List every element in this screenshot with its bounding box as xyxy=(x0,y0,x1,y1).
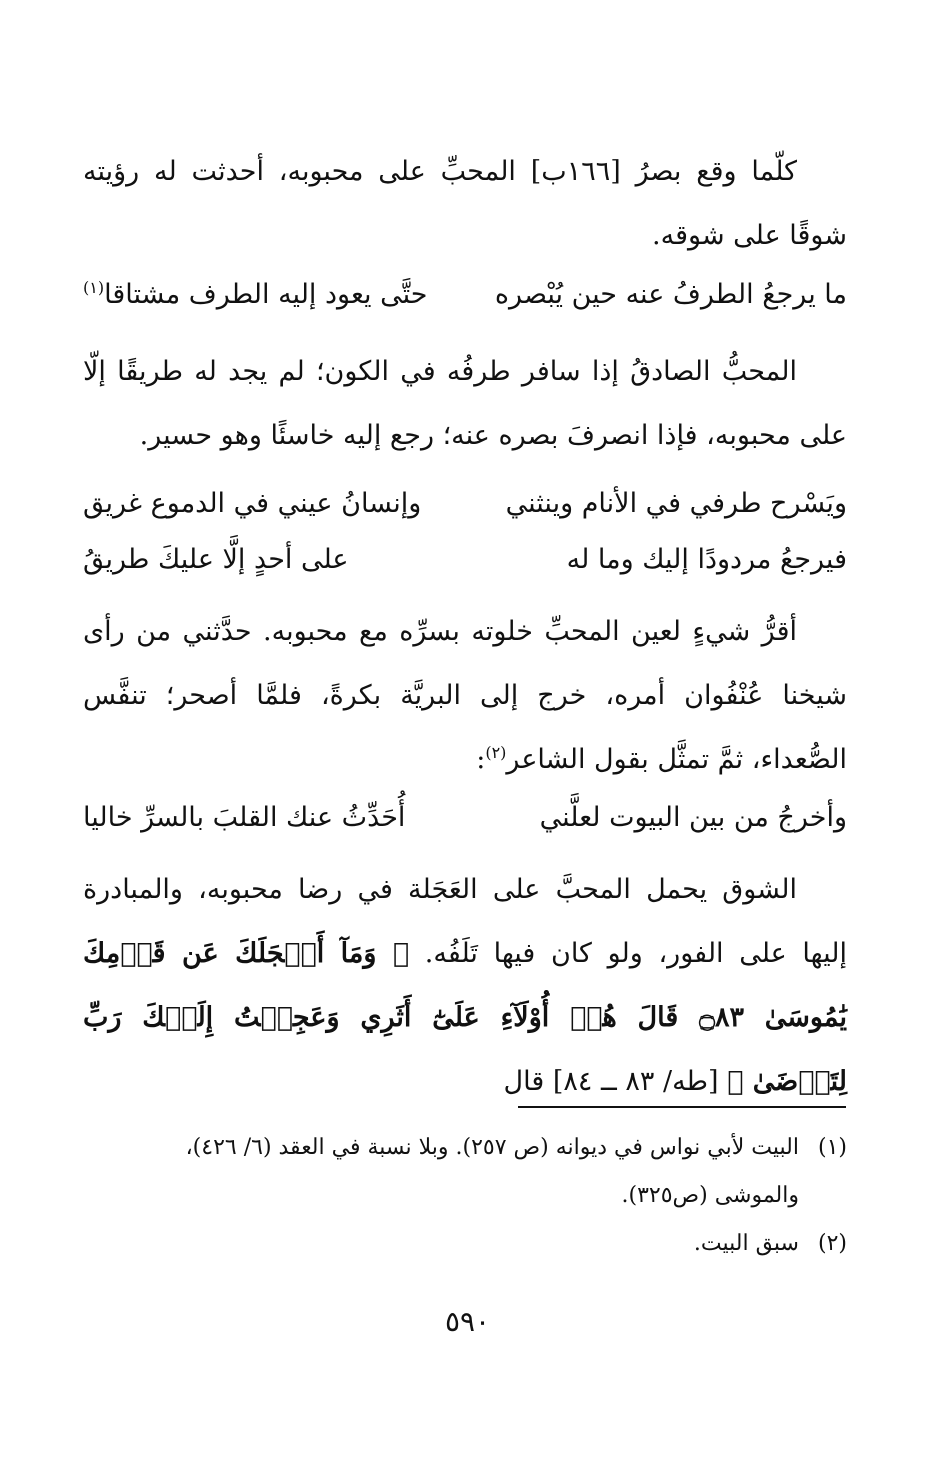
footnote-1-line-2: والموشى (ص٣٢٥). xyxy=(621,1183,799,1208)
verse-2 xyxy=(83,474,847,534)
verse-2-second-hemistich: وإنسانُ عيني في الدموع غريق xyxy=(83,488,422,519)
verse-4-first-hemistich: وأخرجُ من بين البيوت لعلَّني xyxy=(539,802,847,833)
footnote-1-line-1: البيت لأبي نواس في ديوانه (ص ٢٥٧). وبلا نسبة في العقد (٦/ ٤٢٦)، xyxy=(185,1135,799,1160)
page-number: ٥٩٠ xyxy=(444,1305,491,1338)
verse-3-second-hemistich: على أحدٍ إلَّا عليكَ طريقُ xyxy=(83,544,349,575)
footnote-1 xyxy=(83,1124,847,1172)
verse-2-first-hemistich: ويَسْرح طرفي في الأنام وينثني xyxy=(505,488,847,519)
footnote-2-line-1: سبق البيت. xyxy=(693,1231,799,1256)
footnote-marker-1[interactable]: (١) xyxy=(83,278,105,297)
quran-verse: ﴿ وَمَآ أَعۡجَلَكَ عَن قَوۡمِكَ يَٰمُوسَىٰ ۝٨٣ قَالَ هُمۡ أُوْلَآءِ عَلَىٰٓ أَثَرِي وَعَجِلۡتُ إِلَيۡكَ رَبِّ لِتَرۡضَىٰ ﴾ xyxy=(83,938,848,1097)
verse-3 xyxy=(83,530,847,590)
verse-1-second-hemistich xyxy=(83,265,427,325)
verse-1 xyxy=(83,265,847,325)
paragraph-2 xyxy=(83,340,847,468)
paragraph-4-body xyxy=(83,858,847,1114)
paragraph-3 xyxy=(83,600,847,792)
footnote-1-continuation xyxy=(83,1172,847,1220)
footnote-2 xyxy=(83,1220,847,1268)
paragraph-4-text: الشوق يحمل المحبَّ على العَجَلة في رضا محبوبه، والمبادرة إليها على الفور، ولو كان فيها تَلَفُه. xyxy=(83,874,847,969)
footnote-separator xyxy=(518,1106,846,1108)
verse-1-first-hemistich xyxy=(495,265,847,325)
paragraph-1-text: كلّما وقع بصرُ [١٦٦ب] المحبِّ على محبوبه، أحدثت له رؤيته شوقًا على شوقه. xyxy=(83,156,847,251)
paragraph-4 xyxy=(83,858,847,1114)
paragraph-3-body xyxy=(83,600,847,792)
paragraph-3-colon: : xyxy=(476,744,486,775)
verse-4 xyxy=(83,788,847,848)
verse-4-second-hemistich: أُحَدِّثُ عنك القلبَ بالسرِّ خاليا xyxy=(83,802,406,833)
verse-3-first-hemistich: فيرجعُ مردودًا إليك وما له xyxy=(566,544,847,575)
verse-1-second-hemistich-text: حتَّى يعود إليه الطرف مشتاقا xyxy=(104,279,428,310)
paragraph-1 xyxy=(83,140,847,268)
paragraph-3-text: أقرُّ شيءٍ لعين المحبِّ خلوته بسرِّه مع محبوبه. حدَّثني من رأى شيخنا عُنْفُوان أمره، خرج إلى البريَّة بكرةً، فلمَّا أصحر؛ تنفَّس الصُّعداء، ثمَّ تمثَّل بقول الشاعر xyxy=(83,616,847,775)
paragraph-4-continuation: قال xyxy=(503,1066,545,1097)
quran-reference: [طه/ ٨٣ ــ ٨٤] xyxy=(552,1066,719,1097)
verse-1-first-hemistich-text: ما يرجعُ الطرفُ عنه حين يُبْصره xyxy=(494,279,847,310)
footnote-1-number: (١) xyxy=(817,1135,847,1160)
footnote-marker-2[interactable]: (٢) xyxy=(485,743,507,762)
paragraph-2-text: المحبُّ الصادقُ إذا سافر طرفُه في الكون؛ لم يجد له طريقًا إلّا على محبوبه، فإذا انصرفَ بصره عنه؛ رجع إليه خاسئًا وهو حسير. xyxy=(83,356,847,451)
footnotes xyxy=(83,1124,847,1268)
footnote-2-number: (٢) xyxy=(817,1231,847,1256)
